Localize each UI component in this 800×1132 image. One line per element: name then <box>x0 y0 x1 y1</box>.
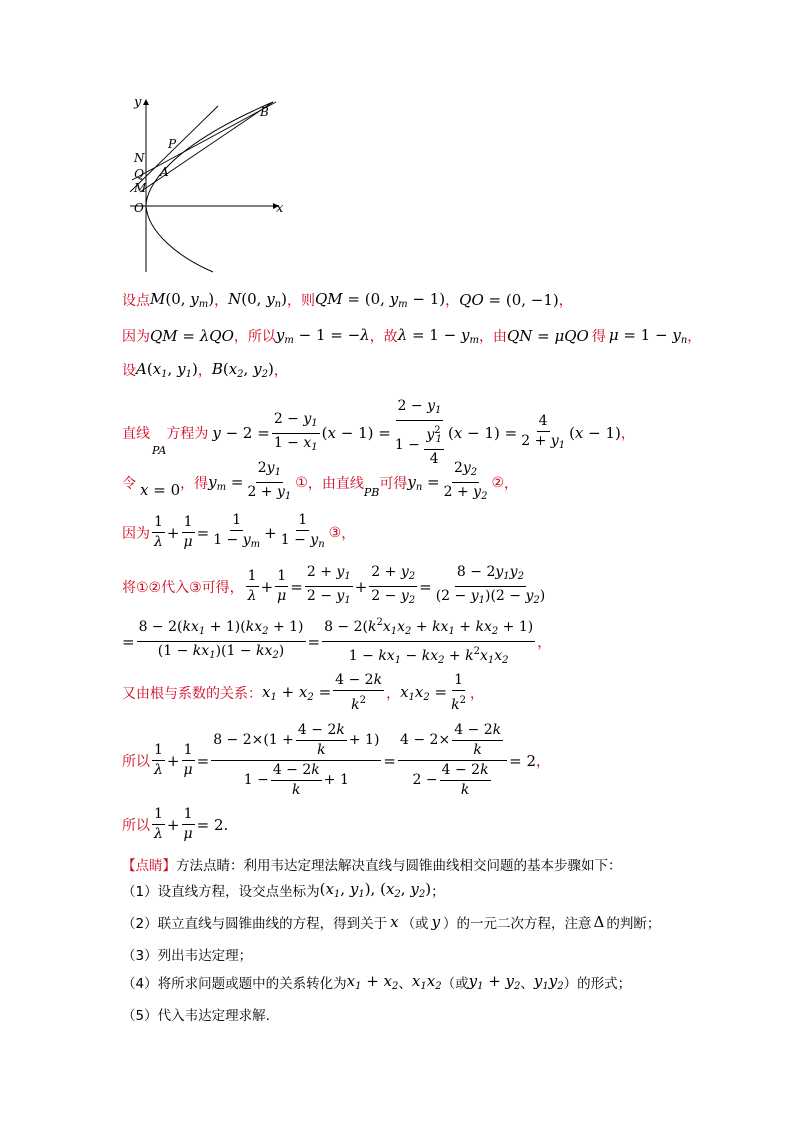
line-substitute: 将①②代入③可得， $\frac{1}{\lambda}$ + $\frac{1}{\mu}$ = $\frac{2 + y_1}{2 - y_1}$ + $\frac{2 + y_2}{2 - y_2}$ = $\frac{8 - 2y_1y_2}{(2 - y_1)(2 - y_2)}$ <box>122 564 546 606</box>
note-intro: 【点睛】 方法点睛：利用韦达定理法解决直线与圆锥曲线相交问题的基本步骤如下： <box>122 858 622 874</box>
label-y: y <box>134 95 142 110</box>
note-step-5: （5）代入韦达定理求解. <box>122 1008 270 1024</box>
label-q: Q <box>134 167 144 181</box>
label-x: x <box>276 201 284 216</box>
line-expand-k: = $\frac{8 - 2(kx_1 + 1)(kx_2 + 1)}{(1 - kx_1)(1 - kx_2)}$ = $\frac{8 - 2(k^2x_1x_2 + kx_1 + kx_2 + 1)}{1 - kx_1 - kx_2 + k^2x_1x_2}$ ， <box>122 614 551 669</box>
line-set-points: 设点 M(0, $y_m$) ， N(0, $y_n$) ，则 QM = (0, $y_m - 1$) ， QO = (0, −1) ， <box>122 290 573 310</box>
line-result: 所以 $\frac{1}{\lambda}$ + $\frac{1}{\mu}$ = 2 . <box>122 806 229 842</box>
line-because-lambda: 因为 QM = λQO ，所以 $y_m - 1 = -\lambda$ ，故 $\lambda = 1 - y_m$ ，由 QN = μQO 得 $\mu = 1 - y_n$ ， <box>122 326 702 346</box>
label-a: A <box>160 165 169 179</box>
parabola-curve <box>146 102 273 206</box>
line-pb <box>132 102 276 180</box>
label-m: M <box>134 181 147 195</box>
line-set-ab: 设 $A(x_1$, $y_1$) ， $B(x_2$, $y_2$) ， <box>122 360 288 380</box>
note-step-3: （3）列出韦达定理； <box>122 948 253 964</box>
label-b: B <box>260 105 269 119</box>
line-therefore-compute: 所以 $\frac{1}{\lambda}$ + $\frac{1}{\mu}$ = 8 − 2×(1 + $\frac{4 - 2k}{k}$ + 1) 1 − $\frac{4 - 2k}{k}$ + 1 = 4 − 2× $\frac{4 - 2k}{k}$ 2 − $\frac{4 - 2k}{k}$ = 2 ， <box>122 722 551 798</box>
line-pa-equation: 直线 PA 方程为 y − 2 = $\frac{2 - y_1}{1 - x_1}$ (x − 1) = $2 - y_1$ 1 − $\frac{y^2_1}{4}$ (x − 1) = $\frac{4}{2 + y_1}$ (x − 1) ， <box>122 398 635 467</box>
note-step-2: （2）联立直线与圆锥曲线的方程，得到关于 x （或 y ）的一元二次方程，注意 Δ 的判断； <box>122 913 661 932</box>
line-because-sum: 因为 $\frac{1}{\lambda}$ + $\frac{1}{\mu}$ = $\frac{1}{1 - y_m}$ + $\frac{1}{1 - y_n}$ ③ ， <box>122 512 356 550</box>
label-p: P <box>168 137 177 151</box>
parabola-lower <box>146 206 213 272</box>
note-step-4: （4）将所求问题或题中的关系转化为 $x_1 + x_2$ 、 $x_1x_2$ （或 $y_1 + y_2$ 、 $y_1y_2$ ）的形式； <box>122 972 632 992</box>
parabola-figure <box>118 92 298 282</box>
label-n: N <box>134 151 145 165</box>
label-o: O <box>134 201 144 215</box>
note-step-1: （1）设直线方程，设交点坐标为 ($x_1$, $y_1$), ($x_2$, $y_2$) ； <box>122 880 445 900</box>
line-vieta: 又由根与系数的关系： $x_1 + x_2$ = $\frac{4 - 2k}{k^2}$ ， $x_1x_2$ = $\frac{1}{k^2}$ ， <box>122 672 484 713</box>
line-let-x0: 令 x = 0 ，得 $y_m$ = $\frac{2y_1}{2 + y_1}$ ① ，由直线 PB 可得 $y_n$ = $\frac{2y_2}{2 + y_2}$ ② ， <box>122 460 519 502</box>
